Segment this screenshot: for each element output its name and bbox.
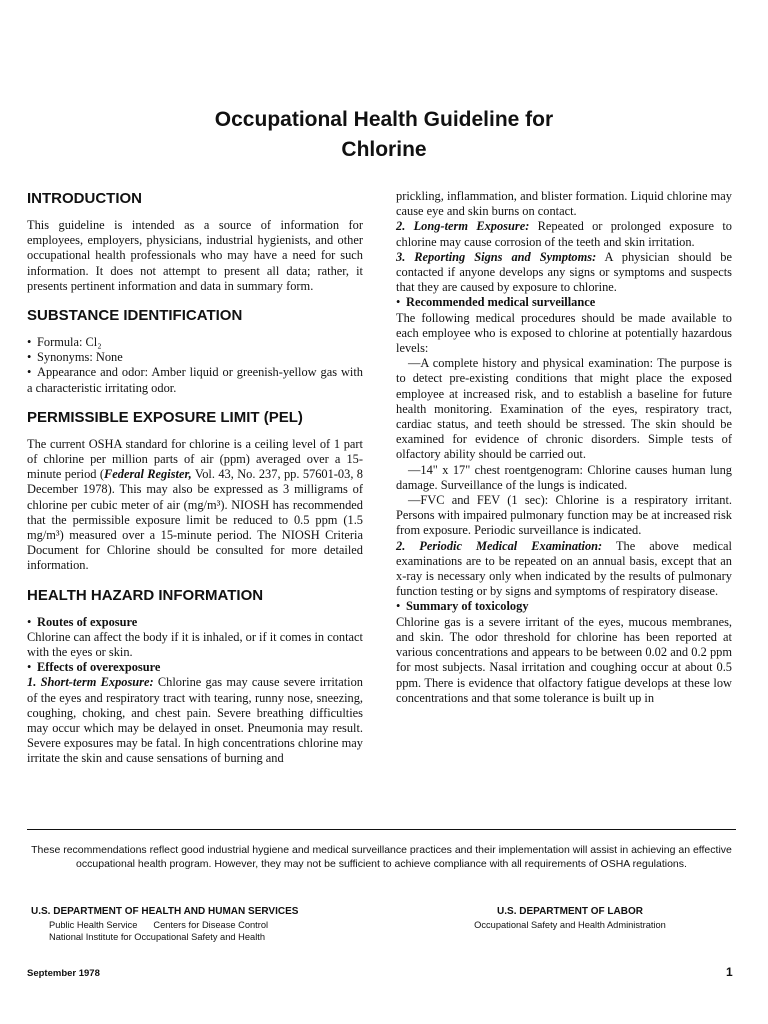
pel-heading: PERMISSIBLE EXPOSURE LIMIT (PEL) bbox=[27, 408, 303, 426]
fvc-text: —FVC and FEV (1 sec): Chlorine is a respiratory irritant. Persons with impaired pulmonary function may be at increased risk from exposure. Periodic surveillance is indicated. bbox=[396, 493, 732, 538]
periodic-label: 2. Periodic Medical Examination: bbox=[396, 538, 603, 553]
hhs-heading: U.S. DEPARTMENT OF HEALTH AND HUMAN SERVICES bbox=[31, 906, 299, 917]
effects-label: Effects of overexposure bbox=[37, 660, 161, 675]
routes-text: Chlorine can affect the body if it is inhaled, or if it comes in contact with the eyes or skin. bbox=[27, 629, 363, 660]
synonyms-item bbox=[27, 350, 363, 365]
long-term-label: 2. Long-term Exposure: bbox=[396, 219, 530, 234]
bullet-icon: • bbox=[27, 335, 32, 350]
formula-text: Formula: Cl₂ bbox=[37, 335, 102, 350]
hhs-sub-2: Centers for Disease Control bbox=[153, 919, 269, 930]
short-term-exposure bbox=[27, 675, 363, 766]
pel-text-part-2: Vol. 43, No. 237, pp. 57601-03, 8 December 1978). This may also be expressed as 3 milligrams of chlorine per cubic meter of air (mg/m³). NIOSH has recommended that the permissible exposure limit be reduced to 0.5 ppm (1.5 mg/m³) measured over a 15-minute period. The NIOSH Criteria Document for Chlorine should be consulted for more detailed information. bbox=[27, 467, 364, 573]
appearance-item bbox=[27, 365, 363, 395]
appearance-text: Appearance and odor: Amber liquid or greenish-yellow gas with a characteristic irritating odor. bbox=[27, 365, 363, 395]
surveillance-label: Recommended medical surveillance bbox=[406, 295, 596, 310]
hhs-sub-1: Public Health Service bbox=[49, 919, 138, 930]
bullet-icon: • bbox=[396, 599, 401, 614]
bullet-icon: • bbox=[396, 295, 401, 310]
bullet-icon: • bbox=[27, 365, 32, 380]
continued-text: prickling, inflammation, and blister formation. Liquid chlorine may cause eye and skin burns on contact. bbox=[396, 189, 732, 219]
formula-item bbox=[27, 335, 363, 350]
long-term-exposure bbox=[396, 219, 732, 249]
short-term-text: Chlorine gas may cause severe irritation of the eyes and respiratory tract with tearing, runny nose, sneezing, coughing, choking, and chest pain. Severe breathing difficulties may occur which may be delayed in onset. Pneumonia may result. Severe exposures may be fatal. In high concentrations chlorine may irritate the skin and cause sensations of burning and bbox=[27, 675, 363, 766]
surveillance-text: The following medical procedures should be made available to each employee who is exposed to chlorine at potentially hazardous levels: bbox=[396, 310, 732, 356]
bullet-icon: • bbox=[27, 614, 32, 629]
routes-label: Routes of exposure bbox=[37, 614, 138, 629]
effects-item bbox=[27, 660, 363, 675]
history-text: —A complete history and physical examination: The purpose is to detect pre-existing conditions that might place the exposed employee at increased risk, and to establish a baseline for future health monitoring. Examination of the eyes, respiratory tract, cardiac status, and teeth should be stressed. The skin should be examined for evidence of chronic disorders. Simple tests of olfactory ability should be carried out. bbox=[396, 356, 732, 462]
synonyms-text: Synonyms: None bbox=[37, 350, 123, 365]
reporting-signs bbox=[396, 250, 732, 296]
labor-agency-block bbox=[420, 906, 720, 931]
page-number: 1 bbox=[726, 965, 733, 979]
periodic-exam bbox=[396, 539, 732, 600]
surveillance-item bbox=[396, 295, 732, 310]
toxicology-label: Summary of toxicology bbox=[406, 599, 529, 614]
title-line-1: Occupational Health Guideline for bbox=[214, 108, 554, 131]
left-column bbox=[27, 190, 363, 767]
labor-sub: Occupational Safety and Health Administration bbox=[474, 919, 666, 930]
reporting-label: 3. Reporting Signs and Symptoms: bbox=[396, 249, 597, 264]
periodic-text: The above medical examinations are to be repeated on an annual basis, except that an x-ray is necessary only when indicated by the results of pulmonary function testing or by signs and symptoms of respiratory disease. bbox=[396, 538, 733, 599]
introduction-heading: INTRODUCTION bbox=[27, 190, 142, 207]
labor-heading: U.S. DEPARTMENT OF LABOR bbox=[497, 906, 643, 917]
substance-identification-heading: SUBSTANCE IDENTIFICATION bbox=[27, 307, 243, 325]
routes-item bbox=[27, 615, 363, 630]
toxicology-item bbox=[396, 599, 732, 614]
hhs-sub-row bbox=[31, 919, 371, 932]
pel-text bbox=[27, 437, 363, 574]
right-column bbox=[396, 189, 732, 706]
pel-text-part-1: The current OSHA standard for chlorine is a ceiling level of 1 part of chlorine per million parts of air (ppm) averaged over a 15-minute period ( bbox=[27, 436, 363, 482]
footer-divider bbox=[27, 829, 736, 830]
short-term-label: 1. Short-term Exposure: bbox=[27, 675, 154, 690]
health-hazard-heading: HEALTH HAZARD INFORMATION bbox=[27, 586, 264, 604]
toxicology-text: Chlorine gas is a severe irritant of the eyes, mucous membranes, and skin. The odor threshold for chlorine has been reported at various concentrations and appears to be between 0.02 and 0.2 ppm for most subjects. Nasal irritation and coughing occur at about 0.5 ppm. There is evidence that olfactory fatigue develops at these low concentrations and that some tolerance is built up in bbox=[396, 614, 732, 705]
pel-citation: Federal Register, bbox=[103, 467, 192, 482]
introduction-text: This guideline is intended as a source of information for employees, employers, physicians, industrial hygienists, and other occupational health professionals who may have a need for such information. It does not attempt to present all data; rather, it presents pertinent information and data in summary form. bbox=[27, 218, 363, 293]
bullet-icon: • bbox=[27, 660, 32, 675]
xray-text: —14" x 17" chest roentgenogram: Chlorine causes human lung damage. Surveillance of the lungs is indicated. bbox=[396, 462, 732, 492]
reporting-text: A physician should be contacted if anyone develops any signs or symptoms and suspects that they are caused by exposure to chlorine. bbox=[396, 249, 732, 295]
long-term-text: Repeated or prolonged exposure to chlorine may cause corrosion of the teeth and skin irritation. bbox=[396, 219, 732, 249]
disclaimer-text: These recommendations reflect good industrial hygiene and medical surveillance practices and their implementation will assist in achieving an effective occupational health program. However, they may not be sufficient to achieve compliance with all requirements of OSHA regulations. bbox=[31, 844, 732, 870]
title-line-2: Chlorine bbox=[341, 138, 427, 161]
document-title bbox=[0, 105, 768, 165]
hhs-agency-block bbox=[31, 906, 371, 944]
publication-date: September 1978 bbox=[27, 968, 100, 979]
hhs-sub-3: National Institute for Occupational Safety and Health bbox=[49, 932, 266, 942]
bullet-icon: • bbox=[27, 350, 32, 365]
